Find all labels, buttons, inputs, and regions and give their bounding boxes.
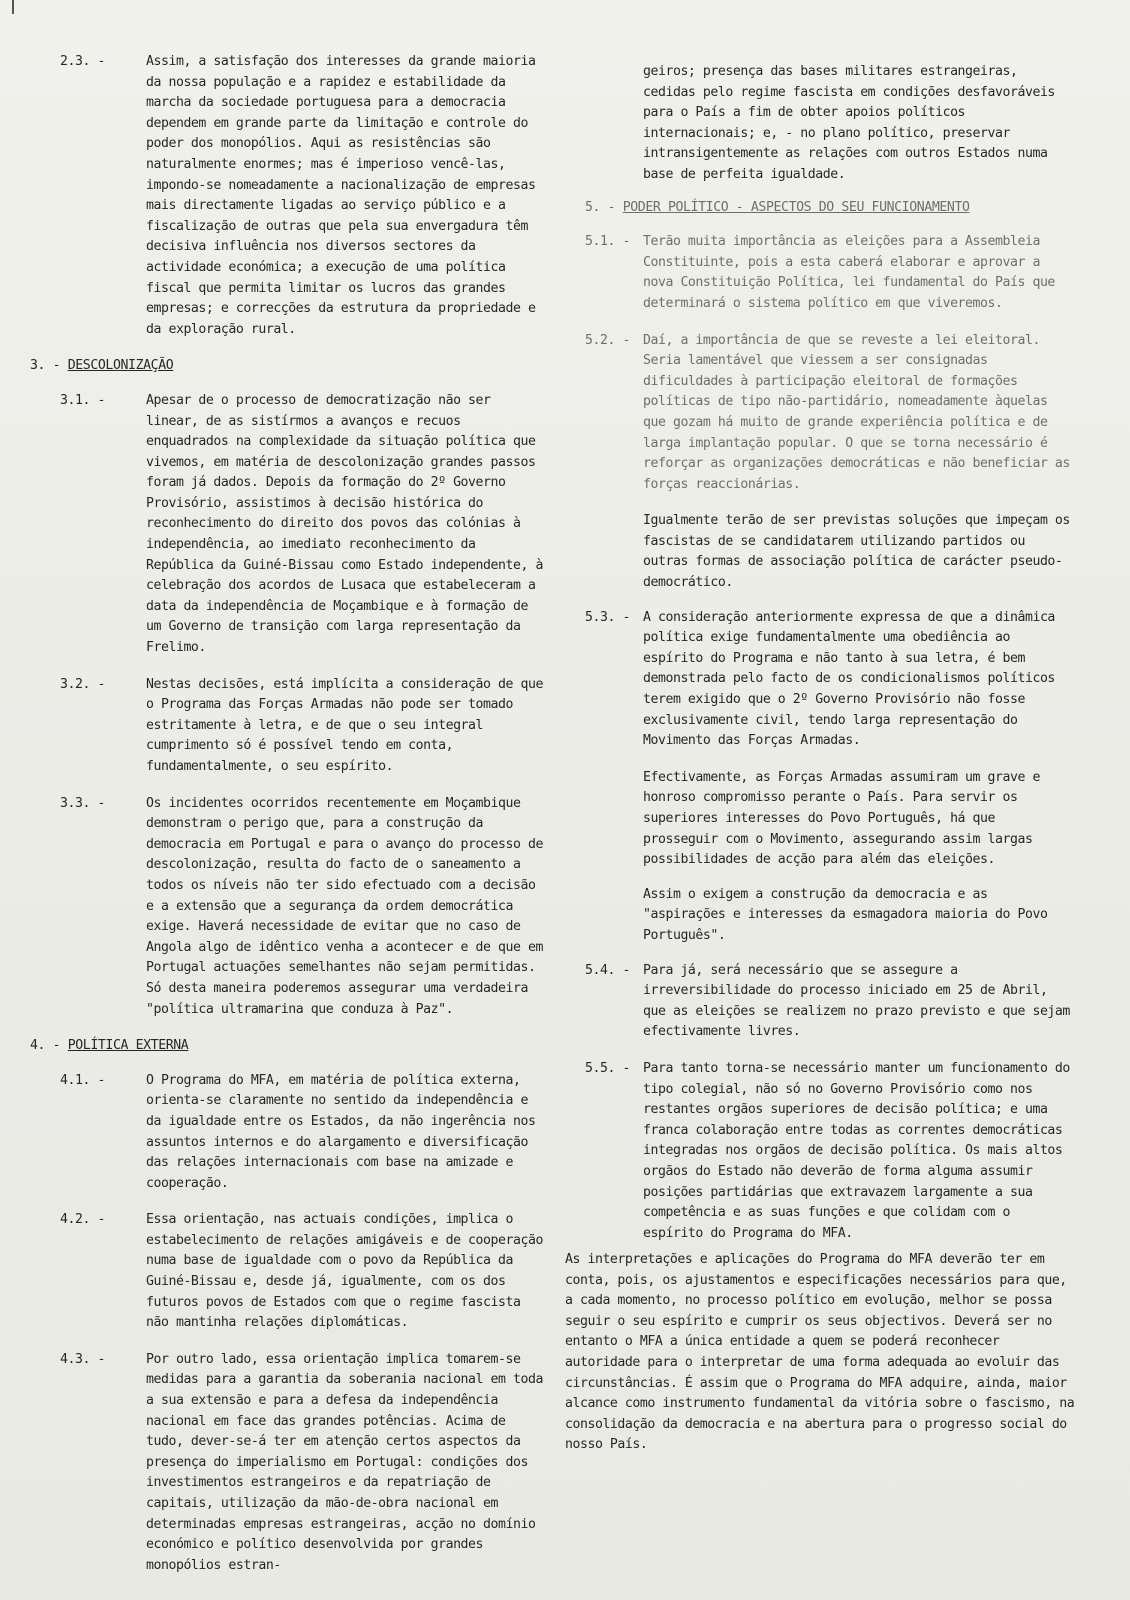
section-4-heading <box>30 1036 545 1057</box>
section-title: POLÍTICA EXTERNA <box>67 1038 189 1054</box>
paragraph-text: Daí, a importância de que se reveste a lei eleitoral. Seria lamentável que viessem a ser consignadas dificuldades à participação eleitoral de formações políticas de tipo não-partidário, nomeadamente àquelas que gozam há muito de grande experiência política e de larga implantação popular. O que se torna necessário é reforçar as organizações democráticas e não beneficiar as forças reaccionárias. <box>643 332 1070 492</box>
right-column <box>585 62 1075 1260</box>
paragraph-number: 4.1. - <box>60 1072 105 1088</box>
left-column <box>30 52 545 1592</box>
paragraph-4-2 <box>30 1210 545 1334</box>
paragraph-number: 5.2. - <box>585 332 630 348</box>
paragraph-number: 5.3. - <box>585 609 630 625</box>
paragraph-text: Assim, a satisfação dos interesses da grande maioria da nossa população e a rapidez e estabilidade da marcha da sociedade portuguesa para a democracia dependem em grande parte da limitação e controle do poder dos monopólios. Aqui as resistências são naturalmente enormes; mas é imperioso vencê-las, impondo-se nomeadamente a nacionalização de empresas mais directamente ligadas ao serviço público e a fiscalização de outras que pela sua envergadura têm decisiva influência nos diversos sectores da actividade económica; a execução de uma política fiscal que permita limitar os lucros das grandes empresas; e correcções da estrutura da propriedade e da exploração rural. <box>146 54 536 337</box>
paragraph-5-3 <box>585 608 1075 752</box>
paragraph-number: 5.1. - <box>585 234 630 250</box>
paragraph-text: Por outro lado, essa orientação implica tomarem-se medidas para a garantia da soberania nacional em toda a sua extensão e para a defesa da independência nacional em face das grandes potências. Acima de tudo, dever-se-á ter em atenção certos aspectos da presença do imperialismo em Portugal: condições dos investimentos estrangeiros e da repatriação de capitais, utilização da mão-de-obra nacional em determinadas empresas estrangeiras, acção no domínio económico e político desenvolvida por grandes monopólios estran- <box>146 1351 543 1573</box>
paragraph-5-2 <box>585 331 1075 496</box>
paragraph-text: O Programa do MFA, em matéria de política externa, orienta-se claramente no sentido da independência e da igualdade entre os Estados, da não ingerência nos assuntos internos e do alargamento e diversificação das relações internacionais com base na amizade e cooperação. <box>146 1072 536 1191</box>
paragraph-5-3-continuation-a: Efectivamente, as Forças Armadas assumiram um grave e honroso compromisso perante o País. Para servir os superiores interesses do Povo Português, há que prosseguir com o Movimento, assegurando assim largas possibilidades de acção para além das eleições. <box>643 769 1040 868</box>
paragraph-5-4 <box>585 961 1075 1043</box>
paragraph-text: Para já, será necessário que se assegure a irreversibilidade do processo iniciado em 25 de Abril, que as eleições se realizem no prazo previsto e que sejam efectivamente livres. <box>643 962 1070 1040</box>
section-3-heading <box>30 356 545 377</box>
closing-paragraph: As interpretações e aplicações do Programa do MFA deverão ter em conta, pois, os ajustamentos e especificações necessários para que, a cada momento, no processo político em evolução, melhor se possa seguir o seu espírito e cumprir os seus objectivos. Deverá ser no entanto o MFA a única entidade a quem se poderá reconhecer autoridade para o interpretar de uma forma adequada ao evoluir das circunstâncias. É assim que o Programa do MFA adquire, ainda, maior alcance como instrumento fundamental da vitória sobre o fascismo, na consolidação da democracia e na abertura para o progresso social do nosso País. <box>565 1252 1075 1453</box>
section-title: PODER POLÍTICO - ASPECTOS DO SEU FUNCIONAMENTO <box>622 199 970 215</box>
section-number: 4. - <box>30 1038 61 1054</box>
paragraph-number: 3.3. - <box>60 795 105 811</box>
paragraph-number: 2.3. - <box>60 54 105 69</box>
paragraph-number: 4.3. - <box>60 1351 105 1367</box>
paragraph-number: 3.1. - <box>60 392 105 408</box>
paragraph-3-3 <box>30 794 545 1021</box>
paragraph-4-1 <box>30 1071 545 1195</box>
paragraph-text: Para tanto torna-se necessário manter um funcionamento do tipo colegial, não só no Governo Provisório como nos restantes orgãos superiores de decisão política; e uma franca colaboração entre todas as correntes democráticas integradas nos orgãos de decisão política. Os mais altos orgãos do Estado não deverão de forma alguma assumir posições partidárias que extravazem largamente a sua competência e as suas funções e que colidam com o espírito do Programa do MFA. <box>643 1060 1070 1241</box>
paragraph-5-2-continuation: Igualmente terão de ser previstas soluções que impeçam os fascistas de se candidatarem utilizando partidos ou outras formas de associação política de carácter pseudo-democrático. <box>643 513 1070 591</box>
paragraph-number: 5.5. - <box>585 1060 630 1076</box>
paragraph-text: Nestas decisões, está implícita a consideração de que o Programa das Forças Armadas não pode ser tomado estritamente à letra, e de que o seu integral cumprimento só é possível tendo em conta, fundamentalmente, o seu espírito. <box>146 676 543 774</box>
paragraph-text: Apesar de o processo de democratização não ser linear, de as sistírmos a avanços e recuos enquadrados na complexidade da situação política que vivemos, em matéria de descolonização grandes passos foram já dados. Depois da formação do 2º Governo Provisório, assistimos à decisão histórica do reconhecimento do direito dos povos das colónias à independência, ao imediato reconhecimento da República da Guiné-Bissau como Estado independente, à celebração dos acordos de Lusaca que estabeleceram a data da independência de Moçambique e à formação de um Governo de transição com larga representação da Frelimo. <box>146 392 543 656</box>
paragraph-text: A consideração anteriormente expressa de que a dinâmica política exige fundamentalmente uma obediência ao espírito do Programa e não tanto à sua letra, é bem demonstrada pelo facto de os condicionalismos políticos terem exigido que o 2º Governo Provisório não fosse exclusivamente civil, tendo larga representação do Movimento das Forças Armadas. <box>643 609 1055 749</box>
section-number: 3. - <box>30 358 61 374</box>
paragraph-5-3-continuation-b: Assim o exigem a construção da democracia e as "aspirações e interesses da esmagadora maioria do Povo Português". <box>643 886 1048 943</box>
paragraph-4-3-continuation: geiros; presença das bases militares estrangeiras, cedidas pelo regime fascista em condições desfavoráveis para o País a fim de obter apoios políticos internacionais; e, - no plano político, preservar intransigentemente as relações com outros Estados numa base de perfeita igualdade. <box>643 64 1055 182</box>
paragraph-3-2 <box>30 675 545 778</box>
paragraph-text: Os incidentes ocorridos recentemente em Moçambique demonstram o perigo que, para a construção da democracia em Portugal e para o avanço do processo de descolonização, resulta do facto de o saneamento a todos os níveis não ter sido efectuado com a decisão e a extensão que a segurança da ordem democrática exige. Haverá necessidade de evitar que no caso de Angola algo de idêntico venha a acontecer e de que em Portugal actuações semelhantes não sejam permitidas. Só desta maneira poderemos assegurar uma verdadeira "política ultramarina que conduza à Paz". <box>146 795 543 1017</box>
paragraph-5-1 <box>585 232 1075 314</box>
page-corner-mark <box>12 0 14 14</box>
paragraph-text: Essa orientação, nas actuais condições, implica o estabelecimento de relações amigáveis e de cooperação numa base de igualdade com o povo da República da Guiné-Bissau e, desde já, igualmente, com os dos futuros povos de Estados com que o regime fascista não mantinha relações diplomáticas. <box>146 1212 543 1331</box>
paragraph-number: 5.4. - <box>585 962 630 978</box>
section-title: DESCOLONIZAÇÃO <box>67 358 174 374</box>
paragraph-text: Terão muita importância as eleições para a Assembleia Constituinte, pois a esta caberá elaborar e aprovar a nova Constituição Política, lei fundamental do País que determinará o sistema político em que viveremos. <box>643 234 1055 311</box>
paragraph-3-1 <box>30 391 545 659</box>
paragraph-5-5 <box>585 1059 1075 1244</box>
paragraph-number: 3.2. - <box>60 676 105 692</box>
paragraph-4-3 <box>30 1350 545 1577</box>
paragraph-2-3 <box>30 52 545 340</box>
section-number: 5. - <box>585 199 616 215</box>
paragraph-number: 4.2. - <box>60 1212 105 1228</box>
section-5-heading <box>585 198 1075 219</box>
